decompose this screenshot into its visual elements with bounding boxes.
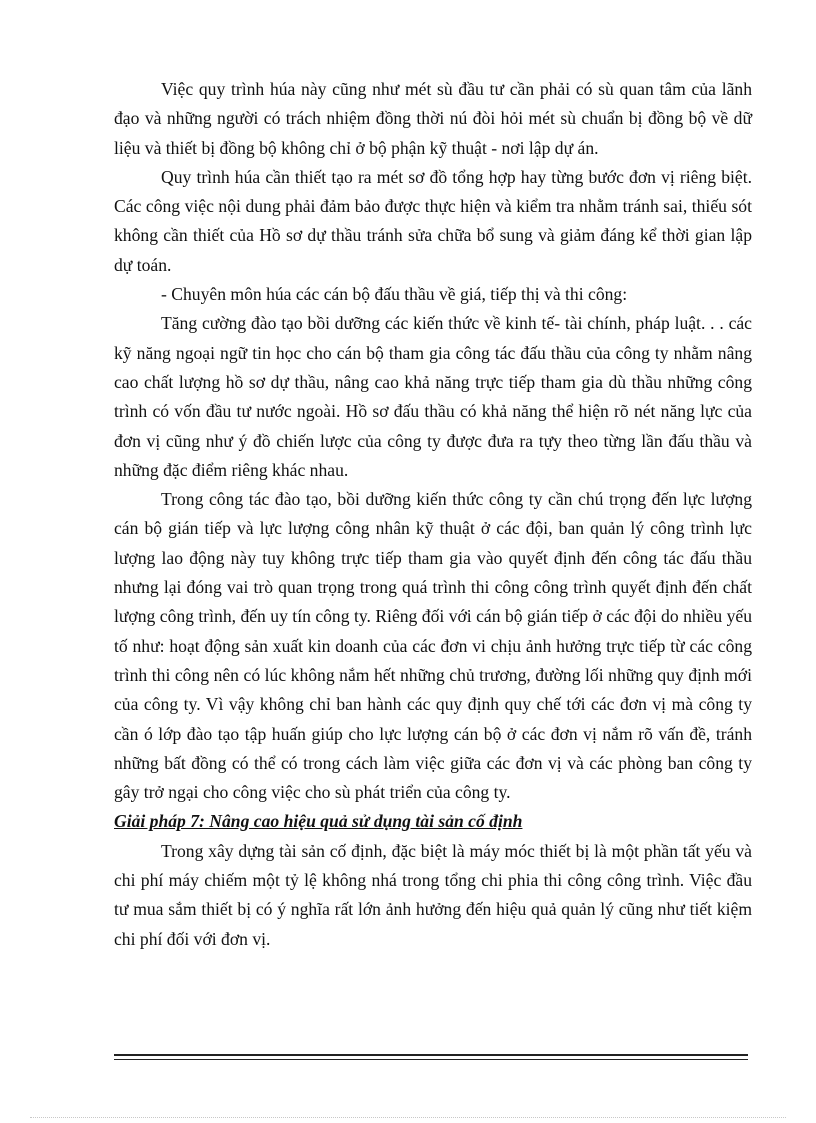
paragraph-5: Trong công tác đào tạo, bồi dưỡng kiến thức công ty cần chú trọng đến lực lượng cán bộ gián tiếp và lực lượng công nhân kỹ thuật ở các đội, ban quản lý công trình lực lượng lao động này tuy không trực tiếp tham gia vào quyết định đến công tác đấu thầu nhưng lại đóng vai trò quan trọng trong quá trình thi công công trình quyết định đến chất lượng công trình, đến uy tín công ty. Riêng đối với cán bộ gián tiếp ở các đội do nhiều yếu tố như: hoạt động sản xuất kin doanh của các đơn vi chịu ảnh hưởng trực tiếp từ các công trình thi công nên có lúc không nắm hết những chủ trương, đường lối những quy định mới của công ty. Vì vậy không chỉ ban hành các quy định quy chế tới các đơn vị mà công ty cần ó lớp đào tạo tập huấn giúp cho lực lượng cán bộ ở các đơn vị nắm rõ vấn đề, tránh những bất đồng có thể có trong cách làm việc giữa các đơn vị và các phòng ban công ty gây trở ngại cho công việc cho sù phát triển của công ty. xyxy=(114,489,752,803)
footer-rule-thin xyxy=(114,1059,748,1060)
paragraph-3: - Chuyên môn húa các cán bộ đấu thầu về giá, tiếp thị và thi công: xyxy=(161,284,628,305)
section-heading: Giải pháp 7: Nâng cao hiệu quả sử dụng tài sản cố định xyxy=(114,811,523,832)
paragraph-1: Việc quy trình húa này cũng như mét sù đầu tư cần phải có sù quan tâm của lãnh đạo và những người có trách nhiệm đồng thời nú đòi hỏi mét sù chuẩn bị đồng bộ về dữ liệu và thiết bị đồng bộ không chỉ ở bộ phận kỹ thuật - nơi lập dự án. xyxy=(114,79,752,158)
paragraph-4: Tăng cường đào tạo bồi dưỡng các kiến thức về kinh tế- tài chính, pháp luật. . . các kỹ năng ngoại ngữ tin học cho cán bộ tham gia công tác đấu thầu của công ty nhằm nâng cao chất lượng hồ sơ dự thầu, nâng cao khả năng trực tiếp tham gia dù thầu những công trình có vốn đầu tư nước ngoài. Hồ sơ đấu thầu có khả năng thể hiện rõ nét năng lực của đơn vị cũng như ý đồ chiến lược của công ty được đưa ra tựy theo từng lần đấu thầu và những đặc điểm riêng khác nhau. xyxy=(114,313,752,480)
footer-rule-thick xyxy=(114,1054,748,1056)
page-edge-dotted-line xyxy=(30,1117,786,1118)
paragraph-6: Trong xây dựng tài sản cố định, đặc biệt là máy móc thiết bị là một phần tất yếu và chi phí máy chiếm một tỷ lệ không nhá trong tổng chi phia thi công công trình. Việc đầu tư mua sắm thiết bị có ý nghĩa rất lớn ảnh hưởng đến hiệu quả quản lý cũng như tiết kiệm chi phí đối với đơn vị. xyxy=(114,840,752,949)
paragraph-2: Quy trình húa cần thiết tạo ra mét sơ đồ tổng hợp hay từng bước đơn vị riêng biệt. Các công việc nội dung phải đảm bảo được thực hiện và kiểm tra nhằm tránh sai, thiếu sót không cần thiết của Hồ sơ dự thầu tránh sửa chữa bổ sung và giảm đáng kể thời gian lập dự toán. xyxy=(114,166,752,275)
body-text xyxy=(114,75,752,954)
